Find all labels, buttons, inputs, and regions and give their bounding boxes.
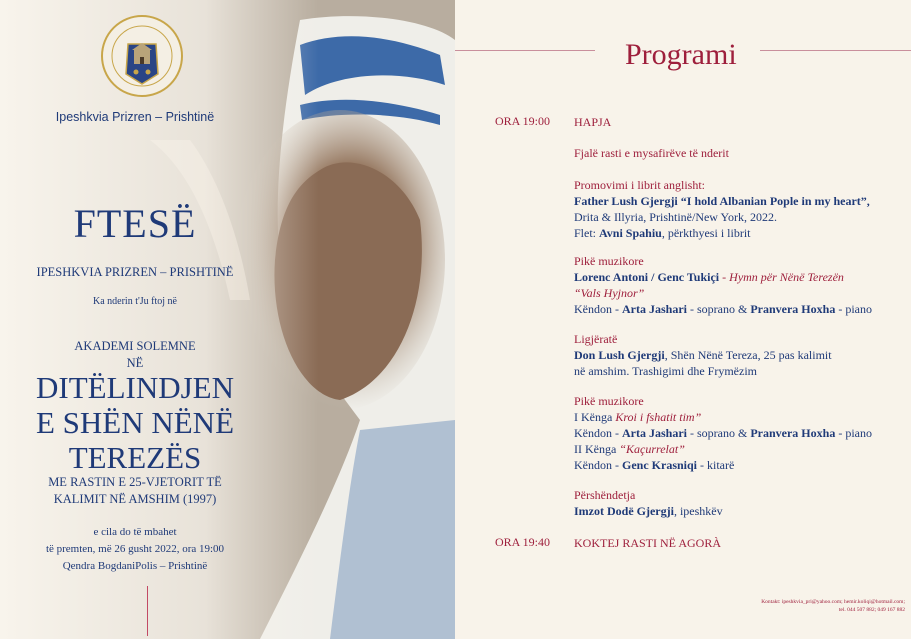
promotion-label: Promovimi i librit anglisht: [574, 178, 706, 192]
event-type-line1: AKADEMI SOLEMNE [74, 339, 196, 353]
soprano-label: - soprano & [687, 302, 751, 316]
invitation-title: FTESË [73, 201, 197, 246]
piano-label: - piano [835, 302, 872, 316]
sings-label: Këndon - [574, 426, 622, 440]
heading-line2: E SHËN NËNË [35, 405, 235, 440]
diocese-emblem-icon [100, 14, 184, 98]
host-name: IPESHKVIA PRIZREN – PRISHTINË [36, 265, 234, 279]
lecture-speaker: Don Lush Gjergji [574, 348, 665, 362]
contact-info [735, 598, 905, 614]
promotion-book: Father Lush Gjergji “I hold Albanian Pople in my heart”, [574, 194, 870, 208]
music-1-title-2: “Vals Hyjnor” [574, 286, 645, 300]
piano-label: - piano [835, 426, 872, 440]
book-promotion [574, 177, 904, 241]
heading-line1: DITËLINDJEN [35, 370, 234, 405]
event-date: të premten, më 26 gusht 2022, ora 19:00 [45, 543, 225, 555]
occasion-line1: ME RASTIN E 25-VJETORIT TË [48, 475, 222, 489]
cocktail: KOKTEJ RASTI NË AGORÀ [574, 536, 721, 550]
time-opening: ORA 19:00 [495, 114, 551, 128]
singer-name: Arta Jashari [622, 302, 687, 316]
program-page [455, 0, 911, 639]
lecture-title: , Shën Nënë Tereza, 25 pas kalimit [664, 348, 832, 362]
soprano-label: - soprano & [687, 426, 751, 440]
promotion-publisher: Drita & Illyria, Prishtinë/New York, 2022. [574, 210, 777, 224]
pianist-name: Pranvera Hoxha [750, 426, 836, 440]
bishop-role: , ipeshkëv [673, 504, 723, 518]
event-intro: e cila do të mbahet [93, 526, 177, 538]
music-2 [574, 393, 904, 473]
time-cocktail: ORA 19:40 [495, 535, 551, 549]
event-details [0, 524, 270, 575]
speaker-label: Flet: [574, 226, 600, 240]
occasion [0, 474, 270, 508]
sings-label: Këndon - [574, 302, 622, 316]
contact-line2: tel. 044 507 882; 049 167 882 [838, 607, 905, 613]
greeting-label: Përshëndetja [574, 488, 636, 502]
speaker-role: , përkthyesi i librit [661, 226, 751, 240]
lecture-title-2: në amshim. Trashigimi dhe Frymëzim [574, 364, 757, 378]
music-1-title: - Hymn për Nënë Terezën [719, 270, 844, 284]
speaker-name: Avni Spahiu [599, 226, 662, 240]
song-2-prefix: II Kënga [574, 442, 620, 456]
lecture-label: Ligjëratë [574, 332, 618, 346]
occasion-line2: KALIMIT NË AMSHIM (1997) [53, 492, 217, 506]
music-1 [574, 253, 904, 317]
lecture [574, 331, 904, 379]
event-type-line2: NË [126, 356, 144, 370]
title-rule-left [455, 50, 595, 51]
pianist-name: Pranvera Hoxha [750, 302, 836, 316]
song-1-prefix: I Kënga [574, 410, 616, 424]
guest-speeches: Fjalë rasti e mysafirëve të nderit [574, 146, 729, 160]
event-type [0, 338, 270, 372]
greeting [574, 487, 904, 519]
singer-name: Arta Jashari [622, 426, 687, 440]
event-heading [0, 370, 270, 475]
music-2-label: Pikë muzikore [574, 394, 644, 408]
invitation-line: Ka nderin t'Ju ftoj në [92, 296, 177, 307]
invitation-cover [0, 0, 455, 639]
music-1-authors: Lorenc Antoni / Genc Tukiçi [574, 270, 720, 284]
bishop-name: Imzot Dodë Gjergji [574, 504, 674, 518]
opening: HAPJA [574, 115, 612, 129]
song-1-title: Kroi i fshatit tim” [615, 410, 702, 424]
title-rule-right [760, 50, 911, 51]
song-2-title: “Kaçurrelat” [619, 442, 685, 456]
guitarist-name: Genc Krasniqi [622, 458, 698, 472]
guitar-label: - kitarë [697, 458, 735, 472]
program-title: Programi [625, 38, 737, 71]
heading-line3: TEREZËS [68, 440, 202, 475]
event-venue: Qendra BogdaniPolis – Prishtinë [62, 560, 208, 572]
sings-label: Këndon - [574, 458, 622, 472]
divider [147, 586, 148, 636]
music-1-label: Pikë muzikore [574, 254, 644, 268]
diocese-name: Ipeshkvia Prizren – Prishtinë [55, 110, 215, 124]
contact-line1: Kontakt: ipeshkvia_pri@yahoo.com; hemir.koliqi@hotmail.com; [761, 599, 905, 605]
